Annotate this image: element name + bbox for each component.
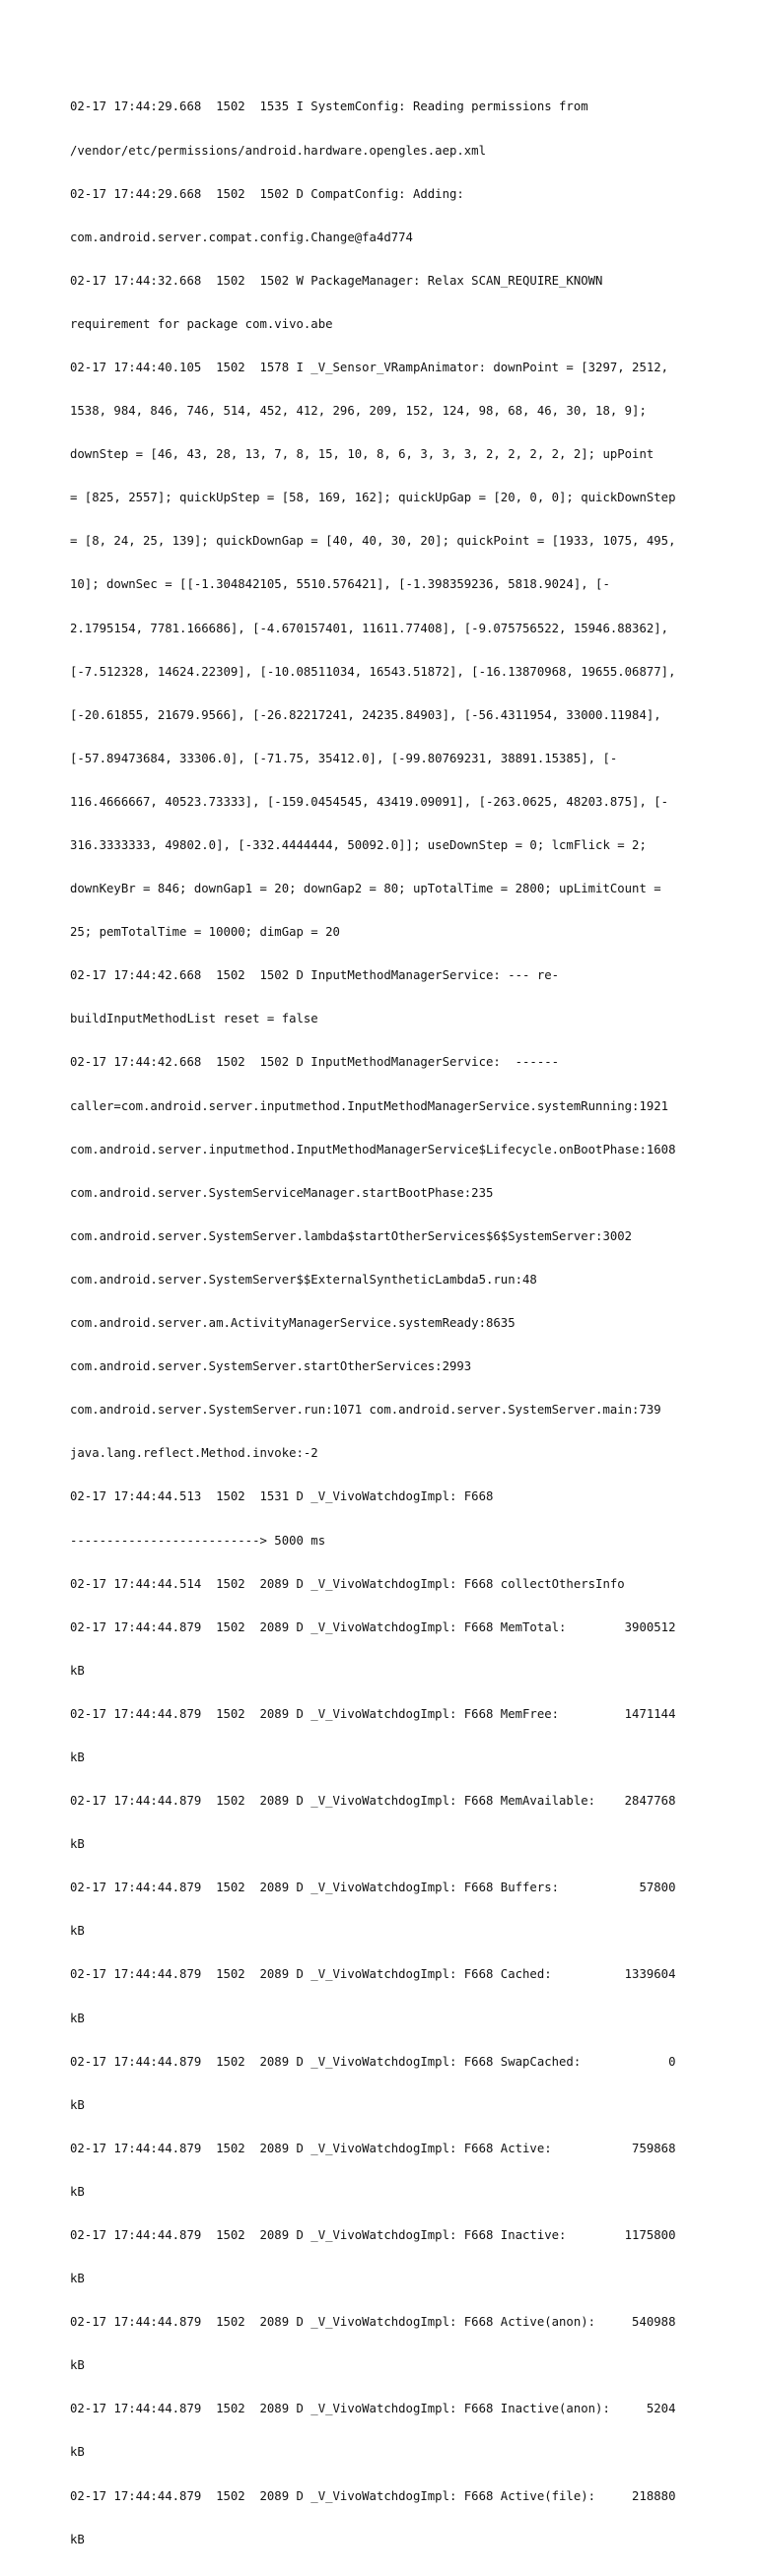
log-line: downKeyBr = 846; downGap1 = 20; downGap2 = 80; upTotalTime = 2800; upLimitCount =: [70, 882, 661, 896]
log-line: kB: [70, 1750, 85, 1764]
log-line: [-57.89473684, 33306.0], [-71.75, 35412.0], [-99.80769231, 38891.15385], [-: [70, 751, 618, 765]
log-line: kB: [70, 2097, 85, 2112]
log-line: 02-17 17:44:42.668 1502 1502 D InputMethodManagerService: --- re-: [70, 968, 560, 983]
log-line: [-7.512328, 14624.22309], [-10.08511034, 16543.51872], [-16.13870968, 19655.06877],: [70, 664, 676, 679]
log-line: kB: [70, 2011, 85, 2025]
log-line: 02-17 17:44:44.879 1502 2089 D _V_VivoWatchdogImpl: F668 Active(file): 218880: [70, 2488, 676, 2503]
log-line: com.android.server.SystemServer.run:1071 com.android.server.SystemServer.main:739: [70, 1403, 661, 1418]
log-line: com.android.server.inputmethod.InputMethodManagerService$Lifecycle.onBootPhase:1608: [70, 1142, 676, 1156]
log-line: caller=com.android.server.inputmethod.InputMethodManagerService.systemRunning:1921: [70, 1098, 669, 1113]
log-text-block: [70, 71, 691, 2576]
log-line: downStep = [46, 43, 28, 13, 7, 8, 15, 10, 8, 6, 3, 3, 3, 2, 2, 2, 2, 2]; upPoint: [70, 447, 654, 462]
log-line: 02-17 17:44:44.879 1502 2089 D _V_VivoWatchdogImpl: F668 Cached: 1339604: [70, 1967, 676, 1982]
log-line: kB: [70, 1924, 85, 1939]
log-line: 1538, 984, 846, 746, 514, 452, 412, 296, 209, 152, 124, 98, 68, 46, 30, 18, 9];: [70, 404, 647, 419]
log-line: java.lang.reflect.Method.invoke:-2: [70, 1446, 318, 1461]
log-line: 02-17 17:44:32.668 1502 1502 W PackageManager: Relax SCAN_REQUIRE_KNOWN: [70, 273, 603, 288]
log-line: buildInputMethodList reset = false: [70, 1012, 318, 1026]
log-line: 02-17 17:44:44.879 1502 2089 D _V_VivoWatchdogImpl: F668 Active(anon): 540988: [70, 2315, 676, 2330]
log-line: 02-17 17:44:44.879 1502 2089 D _V_VivoWatchdogImpl: F668 MemTotal: 3900512: [70, 1619, 676, 1634]
log-line: 02-17 17:44:44.879 1502 2089 D _V_VivoWatchdogImpl: F668 MemFree: 1471144: [70, 1706, 676, 1721]
log-line: 02-17 17:44:44.879 1502 2089 D _V_VivoWatchdogImpl: F668 Buffers: 57800: [70, 1881, 676, 1895]
log-line: 316.3333333, 49802.0], [-332.4444444, 50092.0]]; useDownStep = 0; lcmFlick = 2;: [70, 838, 647, 852]
log-line: = [825, 2557]; quickUpStep = [58, 169, 162]; quickUpGap = [20, 0, 0]; quickDownStep: [70, 491, 676, 505]
log-line: 116.4666667, 40523.73333], [-159.0454545, 43419.09091], [-263.0625, 48203.875], [-: [70, 794, 669, 809]
log-line: kB: [70, 2184, 85, 2199]
log-line: 02-17 17:44:44.514 1502 2089 D _V_VivoWatchdogImpl: F668 collectOthersInfo: [70, 1576, 625, 1591]
log-line: com.android.server.SystemServiceManager.startBootPhase:235: [70, 1185, 494, 1200]
log-line: 02-17 17:44:44.879 1502 2089 D _V_VivoWatchdogImpl: F668 MemAvailable: 2847768: [70, 1794, 676, 1809]
log-line: kB: [70, 1663, 85, 1678]
log-line: 02-17 17:44:44.879 1502 2089 D _V_VivoWatchdogImpl: F668 Active: 759868: [70, 2141, 676, 2155]
log-line: [-20.61855, 21679.9566], [-26.82217241, 24235.84903], [-56.4311954, 33000.11984],: [70, 707, 661, 722]
log-line: requirement for package com.vivo.abe: [70, 316, 333, 331]
log-line: kB: [70, 2445, 85, 2460]
log-line: com.android.server.compat.config.Change@fa4d774: [70, 230, 413, 244]
log-line: 02-17 17:44:40.105 1502 1578 I _V_Sensor_VRampAnimator: downPoint = [3297, 2512,: [70, 360, 669, 374]
log-line: kB: [70, 2358, 85, 2373]
log-line: com.android.server.SystemServer.startOtherServices:2993: [70, 1359, 472, 1374]
log-line: 02-17 17:44:44.879 1502 2089 D _V_VivoWatchdogImpl: F668 Inactive: 1175800: [70, 2228, 676, 2242]
log-line: 02-17 17:44:29.668 1502 1535 I SystemConfig: Reading permissions from: [70, 99, 588, 114]
log-line: kB: [70, 2532, 85, 2546]
log-line: 02-17 17:44:42.668 1502 1502 D InputMethodManagerService: ------: [70, 1055, 560, 1070]
log-line: 02-17 17:44:44.879 1502 2089 D _V_VivoWatchdogImpl: F668 Inactive(anon): 5204: [70, 2402, 676, 2416]
log-line: com.android.server.SystemServer.lambda$startOtherServices$6$SystemServer:3002: [70, 1228, 633, 1243]
log-line: 02-17 17:44:44.513 1502 1531 D _V_VivoWatchdogImpl: F668: [70, 1489, 494, 1504]
log-line: com.android.server.SystemServer$$ExternalSyntheticLambda5.run:48: [70, 1272, 537, 1287]
log-line: 10]; downSec = [[-1.304842105, 5510.576421], [-1.398359236, 5818.9024], [-: [70, 577, 610, 592]
log-line: /vendor/etc/permissions/android.hardware.opengles.aep.xml: [70, 143, 486, 158]
log-line: com.android.server.am.ActivityManagerService.systemReady:8635: [70, 1316, 516, 1331]
log-line: 02-17 17:44:44.879 1502 2089 D _V_VivoWatchdogImpl: F668 SwapCached: 0: [70, 2054, 676, 2069]
log-line: 25; pemTotalTime = 10000; dimGap = 20: [70, 925, 340, 940]
log-line: = [8, 24, 25, 139]; quickDownGap = [40, 40, 30, 20]; quickPoint = [1933, 1075, 495,: [70, 534, 676, 549]
log-line: kB: [70, 2272, 85, 2286]
log-line: 02-17 17:44:29.668 1502 1502 D CompatConfig: Adding:: [70, 186, 464, 201]
log-line: kB: [70, 1837, 85, 1852]
log-line: --------------------------> 5000 ms: [70, 1533, 326, 1548]
log-line: 2.1795154, 7781.166686], [-4.670157401, 11611.77408], [-9.075756522, 15946.88362],: [70, 621, 669, 635]
